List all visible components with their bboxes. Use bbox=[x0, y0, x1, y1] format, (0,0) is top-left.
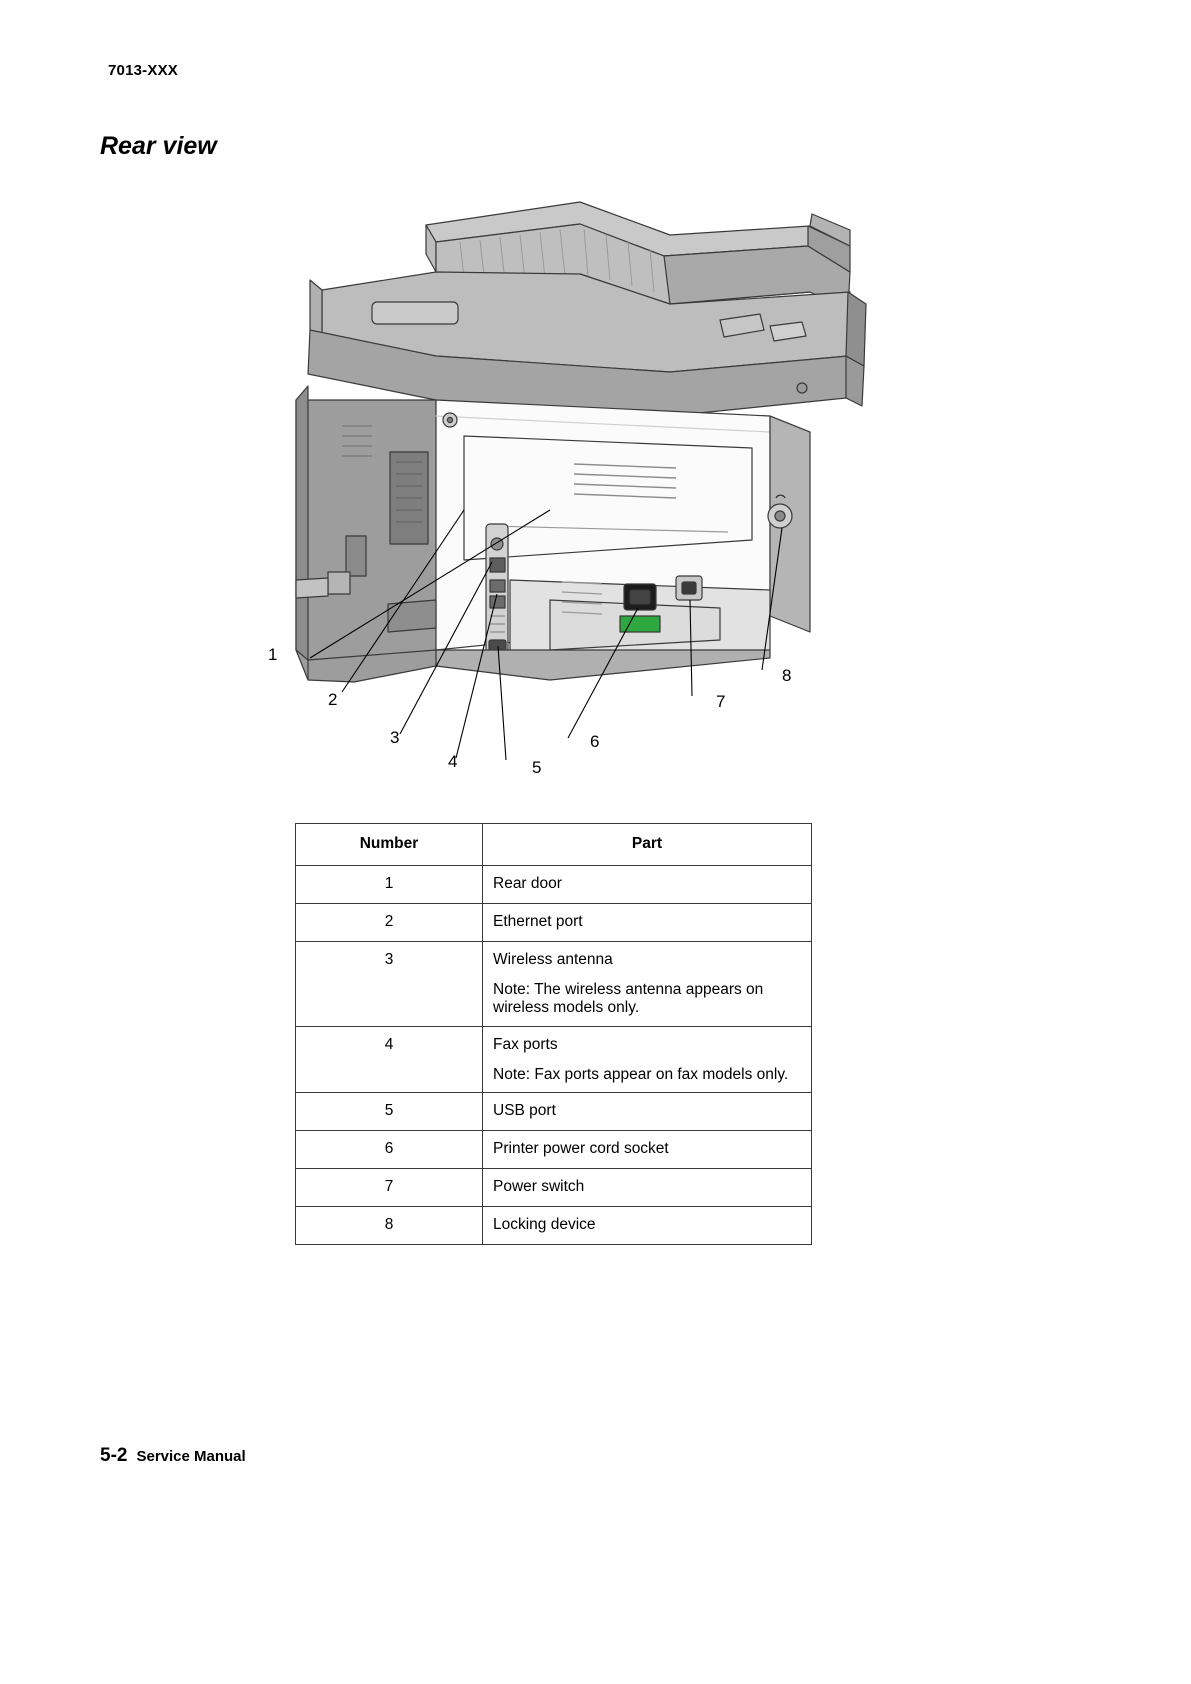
part-name: USB port bbox=[493, 1102, 556, 1120]
callout-5: 5 bbox=[532, 758, 542, 777]
callout-1: 1 bbox=[268, 645, 278, 664]
table-row bbox=[296, 865, 812, 903]
table-row bbox=[296, 1207, 812, 1245]
cell-part bbox=[483, 941, 812, 1026]
callout-8: 8 bbox=[782, 666, 792, 685]
cell-number: 3 bbox=[296, 941, 483, 1026]
cell-part bbox=[483, 865, 812, 903]
part-name: Locking device bbox=[493, 1216, 596, 1234]
cell-number: 2 bbox=[296, 903, 483, 941]
parts-table bbox=[295, 823, 812, 1245]
callout-4: 4 bbox=[448, 752, 458, 771]
document-code: 7013-XXX bbox=[108, 62, 178, 79]
cell-part bbox=[483, 903, 812, 941]
part-note: Note: The wireless antenna appears on wireless models only. bbox=[493, 980, 764, 1017]
table-row bbox=[296, 941, 812, 1026]
cell-part bbox=[483, 1131, 812, 1169]
cell-number: 6 bbox=[296, 1131, 483, 1169]
table-row bbox=[296, 1026, 812, 1093]
part-note: Note: Fax ports appear on fax models only. bbox=[493, 1065, 789, 1083]
callout-7: 7 bbox=[716, 692, 726, 711]
cell-number: 8 bbox=[296, 1207, 483, 1245]
callout-2: 2 bbox=[328, 690, 338, 709]
page-footer bbox=[100, 1445, 246, 1467]
cell-number: 4 bbox=[296, 1026, 483, 1093]
part-name: Wireless antenna bbox=[493, 950, 613, 968]
page-title: Rear view bbox=[100, 132, 217, 160]
cell-part bbox=[483, 1026, 812, 1093]
column-header-part: Part bbox=[483, 824, 812, 866]
cell-part bbox=[483, 1169, 812, 1207]
cell-part bbox=[483, 1093, 812, 1131]
callout-3: 3 bbox=[390, 728, 400, 747]
part-name: Ethernet port bbox=[493, 912, 583, 930]
callout-6: 6 bbox=[590, 732, 600, 751]
table-row bbox=[296, 1131, 812, 1169]
part-name: Rear door bbox=[493, 874, 562, 892]
cell-part bbox=[483, 1207, 812, 1245]
cell-number: 1 bbox=[296, 865, 483, 903]
table-row bbox=[296, 903, 812, 941]
page-number: 5-2 bbox=[100, 1445, 128, 1466]
part-name: Printer power cord socket bbox=[493, 1140, 669, 1158]
part-name: Fax ports bbox=[493, 1035, 558, 1053]
cell-number: 7 bbox=[296, 1169, 483, 1207]
column-header-number: Number bbox=[296, 824, 483, 866]
footer-label: Service Manual bbox=[136, 1448, 246, 1465]
table-header-row bbox=[296, 824, 812, 866]
printer-rear-view-illustration bbox=[250, 180, 870, 790]
part-name: Power switch bbox=[493, 1178, 585, 1196]
table-row bbox=[296, 1169, 812, 1207]
table-row bbox=[296, 1093, 812, 1131]
cell-number: 5 bbox=[296, 1093, 483, 1131]
